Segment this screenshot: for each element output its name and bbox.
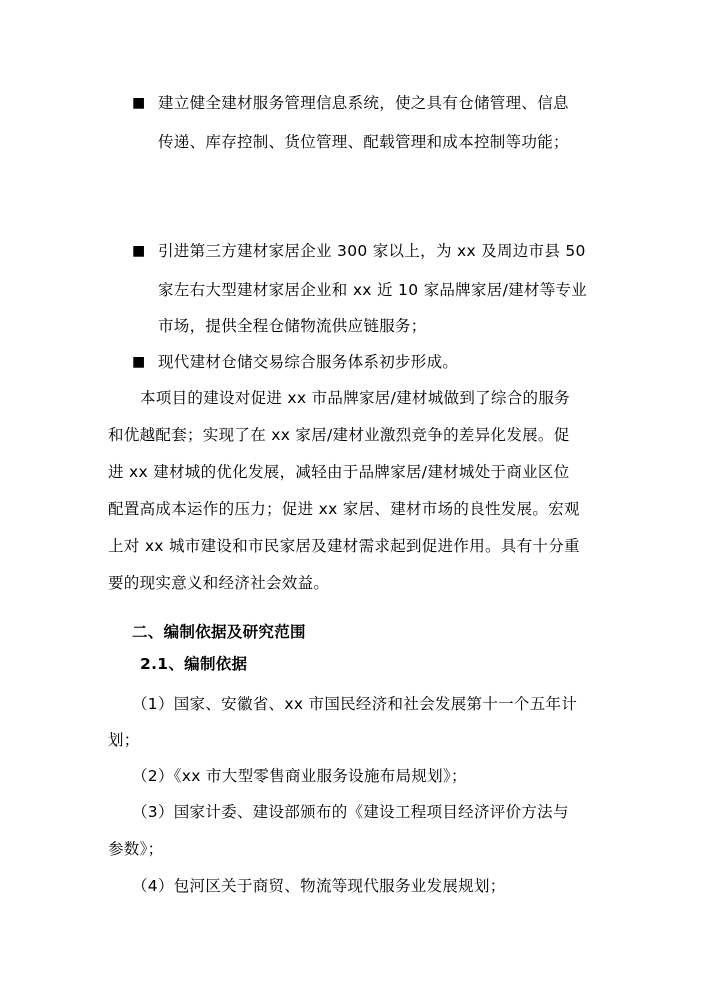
basis-item-3-cont: 参数》； <box>108 840 164 858</box>
bullet-1-line-2: 传递、库存控制、货位管理、配载管理和成本控制等功能； <box>158 133 569 151</box>
paragraph-line-4: 配置高成本运作的压力；促进 xx 家居、建材市场的良性发展。宏观 <box>108 500 580 518</box>
subsection-heading: 2.1、编制依据 <box>140 655 248 673</box>
bullet-square-icon: ■ <box>132 243 146 259</box>
bullet-2-line-3: 市场，提供全程仓储物流供应链服务； <box>158 317 427 335</box>
paragraph-line-1: 本项目的建设对促进 xx 市品牌家居/建材城做到了综合的服务 <box>140 389 570 407</box>
bullet-2-line-1: 引进第三方建材家居企业 300 家以上，为 xx 及周边市县 50 <box>158 242 586 260</box>
basis-item-2: （2）《xx 市大型零售商业服务设施布局规划》； <box>132 767 467 785</box>
bullet-1-line-1: 建立健全建材服务管理信息系统，使之具有仓储管理、信息 <box>158 94 569 112</box>
paragraph-line-2: 和优越配套；实现了在 xx 家居/建材业激烈竞争的差异化发展。促 <box>108 426 570 444</box>
bullet-square-icon: ■ <box>132 95 146 111</box>
bullet-3-line-1: 现代建材仓储交易综合服务体系初步形成。 <box>158 353 459 371</box>
bullet-2-line-2: 家左右大型建材家居企业和 xx 近 10 家品牌家居/建材等专业 <box>158 281 588 299</box>
basis-item-1: （1）国家、安徽省、xx 市国民经济和社会发展第十一个五年计 <box>132 695 578 713</box>
bullet-square-icon: ■ <box>132 354 146 370</box>
section-heading: 二、编制依据及研究范围 <box>132 623 306 641</box>
paragraph-line-6: 要的现实意义和经济社会效益。 <box>108 574 330 592</box>
basis-item-3: （3）国家计委、建设部颁布的《建设工程项目经济评价方法与 <box>132 803 569 821</box>
paragraph-line-3: 进 xx 建材城的优化发展，减轻由于品牌家居/建材城处于商业区位 <box>108 463 570 481</box>
basis-item-4: （4）包河区关于商贸、物流等现代服务业发展规划； <box>132 877 506 895</box>
paragraph-line-5: 上对 xx 城市建设和市民家居及建材需求起到促进作用。具有十分重 <box>108 537 580 555</box>
basis-item-1-cont: 划； <box>108 731 140 749</box>
